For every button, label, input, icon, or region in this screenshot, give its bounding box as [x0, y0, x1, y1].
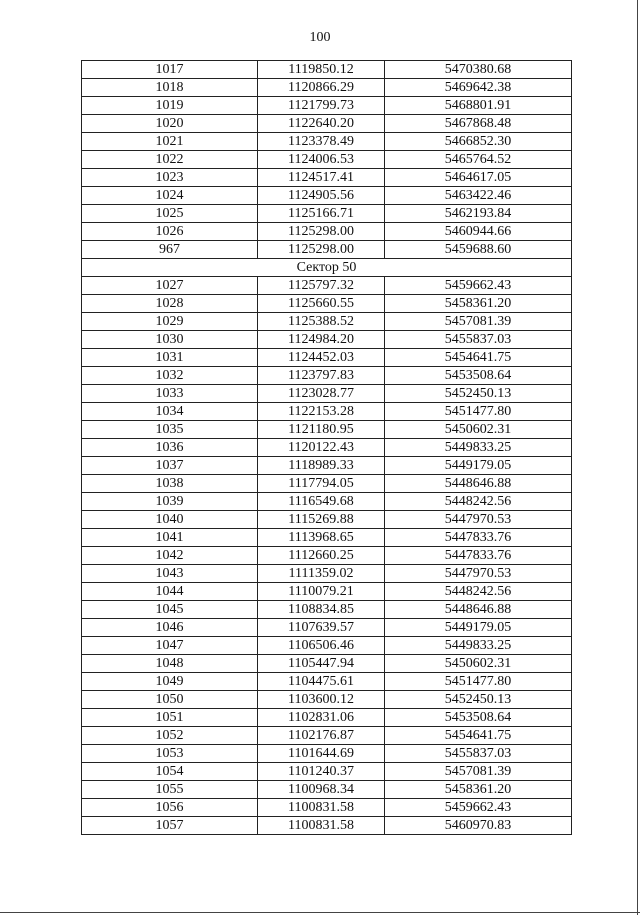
x-coordinate-cell: 1123378.49: [258, 133, 385, 151]
y-coordinate-cell: 5466852.30: [385, 133, 572, 151]
x-coordinate-cell: 1102176.87: [258, 727, 385, 745]
y-coordinate-cell: 5447833.76: [385, 529, 572, 547]
table-row: [82, 349, 572, 367]
x-coordinate-cell: 1124006.53: [258, 151, 385, 169]
y-coordinate-cell: 5459688.60: [385, 241, 572, 259]
y-coordinate-cell: 5448242.56: [385, 493, 572, 511]
x-coordinate-cell: 1107639.57: [258, 619, 385, 637]
table-row: [82, 511, 572, 529]
point-number-cell: 1049: [82, 673, 258, 691]
x-coordinate-cell: 1101644.69: [258, 745, 385, 763]
table-row: [82, 421, 572, 439]
table-row: [82, 223, 572, 241]
y-coordinate-cell: 5454641.75: [385, 727, 572, 745]
table-row: [82, 709, 572, 727]
table-row: [82, 313, 572, 331]
table-row: [82, 205, 572, 223]
table-body-bottom: [82, 277, 572, 835]
x-coordinate-cell: 1105447.94: [258, 655, 385, 673]
page-number: 100: [309, 30, 331, 45]
x-coordinate-cell: 1113968.65: [258, 529, 385, 547]
point-number-cell: 1041: [82, 529, 258, 547]
y-coordinate-cell: 5451477.80: [385, 673, 572, 691]
point-number-cell: 1025: [82, 205, 258, 223]
x-coordinate-cell: 1117794.05: [258, 475, 385, 493]
x-coordinate-cell: 1124517.41: [258, 169, 385, 187]
table-row: [82, 547, 572, 565]
table-row: [82, 385, 572, 403]
y-coordinate-cell: 5450602.31: [385, 421, 572, 439]
point-number-cell: 1048: [82, 655, 258, 673]
point-number-cell: 1050: [82, 691, 258, 709]
section-row: [82, 259, 572, 277]
point-number-cell: 1035: [82, 421, 258, 439]
point-number-cell: 1036: [82, 439, 258, 457]
point-number-cell: 1031: [82, 349, 258, 367]
point-number-cell: 1043: [82, 565, 258, 583]
point-number-cell: 1022: [82, 151, 258, 169]
y-coordinate-cell: 5447833.76: [385, 547, 572, 565]
table-row: [82, 601, 572, 619]
table-row: [82, 619, 572, 637]
y-coordinate-cell: 5449179.05: [385, 619, 572, 637]
table-row: [82, 745, 572, 763]
table-row: [82, 403, 572, 421]
y-coordinate-cell: 5449833.25: [385, 637, 572, 655]
y-coordinate-cell: 5452450.13: [385, 385, 572, 403]
point-number-cell: 1040: [82, 511, 258, 529]
x-coordinate-cell: 1115269.88: [258, 511, 385, 529]
x-coordinate-cell: 1121180.95: [258, 421, 385, 439]
table-row: [82, 367, 572, 385]
point-number-cell: 1053: [82, 745, 258, 763]
page-edge-bottom: [0, 912, 640, 913]
table-row: [82, 79, 572, 97]
point-number-cell: 1037: [82, 457, 258, 475]
x-coordinate-cell: 1125298.00: [258, 223, 385, 241]
point-number-cell: 1033: [82, 385, 258, 403]
table-row: [82, 475, 572, 493]
x-coordinate-cell: 1122153.28: [258, 403, 385, 421]
table-row: [82, 61, 572, 79]
table-row: [82, 727, 572, 745]
point-number-cell: 1039: [82, 493, 258, 511]
x-coordinate-cell: 1123028.77: [258, 385, 385, 403]
x-coordinate-cell: 1125797.32: [258, 277, 385, 295]
x-coordinate-cell: 1120866.29: [258, 79, 385, 97]
y-coordinate-cell: 5453508.64: [385, 367, 572, 385]
x-coordinate-cell: 1124905.56: [258, 187, 385, 205]
y-coordinate-cell: 5460944.66: [385, 223, 572, 241]
point-number-cell: 1042: [82, 547, 258, 565]
y-coordinate-cell: 5464617.05: [385, 169, 572, 187]
y-coordinate-cell: 5447970.53: [385, 565, 572, 583]
y-coordinate-cell: 5470380.68: [385, 61, 572, 79]
point-number-cell: 1020: [82, 115, 258, 133]
table-row: [82, 655, 572, 673]
y-coordinate-cell: 5457081.39: [385, 313, 572, 331]
x-coordinate-cell: 1103600.12: [258, 691, 385, 709]
point-number-cell: 1047: [82, 637, 258, 655]
point-number-cell: 1044: [82, 583, 258, 601]
x-coordinate-cell: 1108834.85: [258, 601, 385, 619]
y-coordinate-cell: 5452450.13: [385, 691, 572, 709]
table-row: [82, 151, 572, 169]
table-row: [82, 187, 572, 205]
point-number-cell: 1034: [82, 403, 258, 421]
point-number-cell: 1024: [82, 187, 258, 205]
y-coordinate-cell: 5467868.48: [385, 115, 572, 133]
table-row: [82, 331, 572, 349]
section-header: [82, 259, 572, 277]
table-row: [82, 583, 572, 601]
table-body-top: [82, 61, 572, 259]
point-number-cell: 1046: [82, 619, 258, 637]
y-coordinate-cell: 5448646.88: [385, 601, 572, 619]
table-row: [82, 277, 572, 295]
table-row: [82, 439, 572, 457]
x-coordinate-cell: 1110079.21: [258, 583, 385, 601]
x-coordinate-cell: 1121799.73: [258, 97, 385, 115]
section-label: Сектор 50: [82, 259, 572, 277]
y-coordinate-cell: 5457081.39: [385, 763, 572, 781]
y-coordinate-cell: 5448646.88: [385, 475, 572, 493]
point-number-cell: 1055: [82, 781, 258, 799]
y-coordinate-cell: 5451477.80: [385, 403, 572, 421]
table-row: [82, 673, 572, 691]
y-coordinate-cell: 5449179.05: [385, 457, 572, 475]
page-edge-right: [637, 0, 638, 915]
table-row: [82, 637, 572, 655]
point-number-cell: 1021: [82, 133, 258, 151]
y-coordinate-cell: 5459662.43: [385, 277, 572, 295]
y-coordinate-cell: 5447970.53: [385, 511, 572, 529]
table-row: [82, 529, 572, 547]
x-coordinate-cell: 1125166.71: [258, 205, 385, 223]
x-coordinate-cell: 1100831.58: [258, 817, 385, 835]
y-coordinate-cell: 5449833.25: [385, 439, 572, 457]
x-coordinate-cell: 1104475.61: [258, 673, 385, 691]
y-coordinate-cell: 5458361.20: [385, 295, 572, 313]
point-number-cell: 1045: [82, 601, 258, 619]
y-coordinate-cell: 5468801.91: [385, 97, 572, 115]
table-row: [82, 691, 572, 709]
x-coordinate-cell: 1101240.37: [258, 763, 385, 781]
point-number-cell: 1030: [82, 331, 258, 349]
table-row: [82, 97, 572, 115]
point-number-cell: 1032: [82, 367, 258, 385]
point-number-cell: 1017: [82, 61, 258, 79]
point-number-cell: 1056: [82, 799, 258, 817]
x-coordinate-cell: 1111359.02: [258, 565, 385, 583]
y-coordinate-cell: 5454641.75: [385, 349, 572, 367]
table-row: [82, 799, 572, 817]
x-coordinate-cell: 1125298.00: [258, 241, 385, 259]
table-row: [82, 565, 572, 583]
point-number-cell: 1052: [82, 727, 258, 745]
table-row: [82, 457, 572, 475]
table-row: [82, 493, 572, 511]
x-coordinate-cell: 1120122.43: [258, 439, 385, 457]
coordinates-table: [81, 60, 572, 835]
x-coordinate-cell: 1116549.68: [258, 493, 385, 511]
table-row: [82, 169, 572, 187]
table-row: [82, 763, 572, 781]
x-coordinate-cell: 1119850.12: [258, 61, 385, 79]
table-row: [82, 817, 572, 835]
table-row: [82, 295, 572, 313]
table-row: [82, 115, 572, 133]
table-row: [82, 133, 572, 151]
y-coordinate-cell: 5465764.52: [385, 151, 572, 169]
x-coordinate-cell: 1124984.20: [258, 331, 385, 349]
x-coordinate-cell: 1118989.33: [258, 457, 385, 475]
y-coordinate-cell: 5462193.84: [385, 205, 572, 223]
x-coordinate-cell: 1124452.03: [258, 349, 385, 367]
point-number-cell: 1018: [82, 79, 258, 97]
x-coordinate-cell: 1112660.25: [258, 547, 385, 565]
point-number-cell: 1029: [82, 313, 258, 331]
x-coordinate-cell: 1100831.58: [258, 799, 385, 817]
table-row: [82, 241, 572, 259]
table-row: [82, 781, 572, 799]
point-number-cell: 1028: [82, 295, 258, 313]
y-coordinate-cell: 5450602.31: [385, 655, 572, 673]
x-coordinate-cell: 1100968.34: [258, 781, 385, 799]
x-coordinate-cell: 1122640.20: [258, 115, 385, 133]
point-number-cell: 1026: [82, 223, 258, 241]
y-coordinate-cell: 5455837.03: [385, 745, 572, 763]
x-coordinate-cell: 1102831.06: [258, 709, 385, 727]
y-coordinate-cell: 5460970.83: [385, 817, 572, 835]
x-coordinate-cell: 1106506.46: [258, 637, 385, 655]
x-coordinate-cell: 1125388.52: [258, 313, 385, 331]
point-number-cell: 1019: [82, 97, 258, 115]
x-coordinate-cell: 1125660.55: [258, 295, 385, 313]
y-coordinate-cell: 5459662.43: [385, 799, 572, 817]
y-coordinate-cell: 5453508.64: [385, 709, 572, 727]
point-number-cell: 1038: [82, 475, 258, 493]
y-coordinate-cell: 5448242.56: [385, 583, 572, 601]
x-coordinate-cell: 1123797.83: [258, 367, 385, 385]
y-coordinate-cell: 5458361.20: [385, 781, 572, 799]
point-number-cell: 1051: [82, 709, 258, 727]
y-coordinate-cell: 5469642.38: [385, 79, 572, 97]
point-number-cell: 967: [82, 241, 258, 259]
y-coordinate-cell: 5455837.03: [385, 331, 572, 349]
point-number-cell: 1023: [82, 169, 258, 187]
point-number-cell: 1027: [82, 277, 258, 295]
y-coordinate-cell: 5463422.46: [385, 187, 572, 205]
point-number-cell: 1057: [82, 817, 258, 835]
point-number-cell: 1054: [82, 763, 258, 781]
